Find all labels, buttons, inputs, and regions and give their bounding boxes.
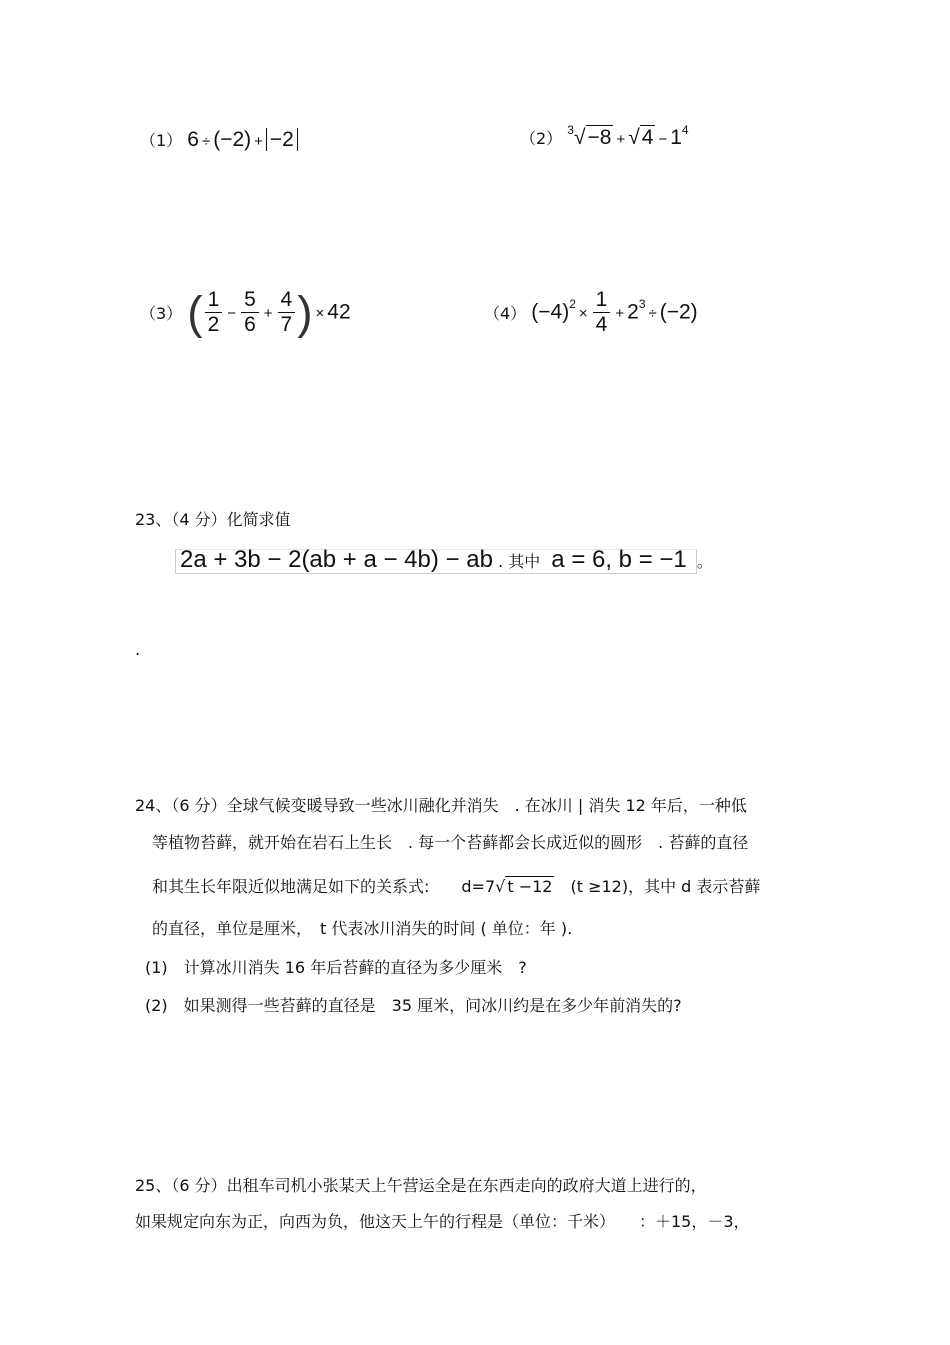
- fraction: $\frac{1}{4}$: [593, 288, 611, 337]
- stray-dot: .: [135, 640, 141, 659]
- problem-1: [140, 128, 298, 152]
- left-paren: (: [187, 286, 203, 339]
- operator: −: [658, 131, 668, 148]
- problem-24-question-1: (1) 计算冰川消失 16 年后苔藓的直径为多少厘米 ?: [145, 958, 527, 977]
- problem-4-label: （4）: [484, 304, 527, 323]
- term: 1: [670, 126, 682, 149]
- fraction: $\frac{4}{7}$: [278, 288, 296, 337]
- operator: ÷: [648, 305, 657, 323]
- problem-3: [140, 288, 351, 337]
- problem-23-header: 23、（4 分）化简求值: [135, 510, 291, 529]
- problem-1-label: （1）: [140, 131, 183, 150]
- term: (−2): [213, 128, 252, 151]
- radicand: 4: [641, 126, 654, 149]
- problem-3-expression: [187, 286, 351, 339]
- fraction: $\frac{1}{2}$: [205, 288, 223, 337]
- problem-24-line-3: [152, 877, 760, 897]
- operator: ×: [315, 305, 325, 323]
- exponent: 4: [681, 123, 689, 137]
- problem-4: [484, 288, 698, 337]
- exponent: 2: [569, 297, 576, 312]
- expression: 2a + 3b − 2(ab + a − 4b) − ab: [180, 546, 493, 573]
- term: 42: [327, 300, 351, 324]
- radical-sign: √: [628, 126, 640, 149]
- operator: ÷: [201, 133, 211, 150]
- problem-24-line-4: 的直径，单位是厘米， t 代表冰川消失的时间 ( 单位：年 ).: [152, 919, 573, 938]
- problem-2: [520, 123, 689, 150]
- line-3-text: (t ≥12)，其中 d 表示苔藓: [554, 877, 761, 896]
- problem-2-expression: [567, 123, 689, 149]
- radical-sign: √: [573, 126, 586, 149]
- operator: +: [615, 305, 625, 323]
- problem-25-line-2: 如果规定向东为正，向西为负，他这天上午的行程是（单位：千米） ：＋15，－3，: [135, 1212, 750, 1231]
- problem-24-question-2: (2) 如果测得一些苔藓的直径是 35 厘米，问冰川约是在多少年前消失的?: [145, 996, 682, 1015]
- absolute-value: −2: [266, 128, 298, 151]
- operator: −: [227, 305, 237, 323]
- problem-4-expression: [531, 288, 698, 336]
- radicand: −8: [587, 126, 612, 149]
- operator: +: [616, 131, 626, 148]
- problem-23-formula: [175, 546, 713, 574]
- problem-2-label: （2）: [520, 129, 563, 148]
- where-text: . 其中: [498, 552, 541, 571]
- term: 2: [627, 300, 639, 324]
- right-paren: ): [297, 286, 313, 339]
- term: 6: [187, 128, 199, 151]
- condition: a = 6, b = −1: [551, 546, 687, 573]
- problem-25-line-1: 25、（6 分）出租车司机小张某天上午营运全是在东西走向的政府大道上进行的，: [135, 1176, 707, 1195]
- problem-24-line-1: 24、（6 分）全球气候变暖导致一些冰川融化并消失 . 在冰川 | 消失 12 年后，一种低: [135, 796, 747, 815]
- operator: +: [263, 305, 273, 323]
- problem-24-line-2: 等植物苔藓，就开始在岩石上生长 . 每一个苔藓都会长成近似的圆形 . 苔藓的直径: [152, 833, 749, 852]
- operator: ×: [578, 305, 588, 323]
- problem-3-label: （3）: [140, 304, 183, 323]
- formula-box: [175, 546, 697, 574]
- end-mark: 。: [696, 552, 713, 571]
- term: (−2): [659, 300, 698, 324]
- radical-sign: √: [495, 877, 506, 896]
- fraction: $\frac{5}{6}$: [241, 288, 259, 337]
- radicand: t −12: [507, 877, 553, 896]
- exponent: 3: [638, 297, 646, 312]
- operator: +: [254, 133, 263, 150]
- root-index: 3: [567, 123, 574, 137]
- term: (−4): [531, 300, 570, 324]
- problem-1-expression: [187, 128, 298, 151]
- line-3-text: 和其生长年限近似地满足如下的关系式: d=7: [152, 877, 496, 896]
